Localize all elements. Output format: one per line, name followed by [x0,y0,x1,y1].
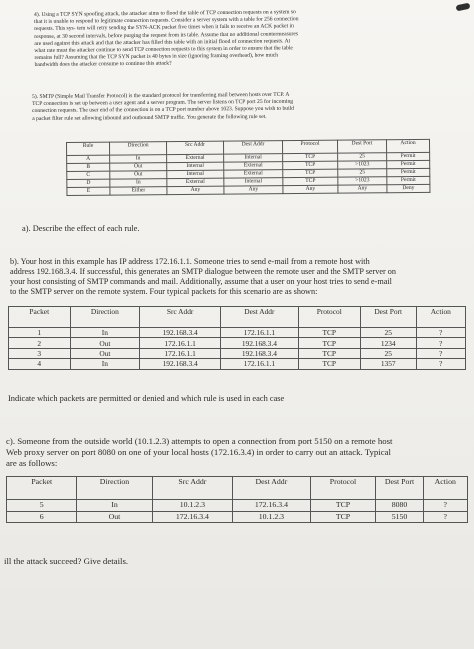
table-cell: 25 [360,348,416,358]
table-cell: A [67,155,110,163]
table-header: Dest Addr [233,477,310,500]
table-header: Src Addr [152,477,233,500]
table-cell: D [67,179,110,187]
table-cell: 1234 [360,338,416,348]
table-cell: 192.168.3.4 [140,359,221,369]
table-header: Action [423,477,467,500]
table-cell: TCP [298,359,360,369]
table-cell: ? [423,511,467,523]
table-row [7,511,468,523]
table-row [7,500,468,512]
part-b-line: address 192.168.3.4. If successful, this generates an SMTP dialogue between the remote user and the SMTP server on [10,267,396,276]
table-cell: 172.16.3.4 [233,500,310,512]
table-header: Src Addr [140,307,221,328]
table-cell: 10.1.2.3 [152,500,233,512]
q5-line: TCP connection is set up between a user agent and a server program. The server listens on TCP port 25 for incoming [32,98,294,108]
q4-line: response, at 30 second intervals, before purging the request from its table. Assume that no additional countermeasures [34,30,299,40]
table-cell: Out [70,338,140,348]
table-cell: 5150 [376,511,423,523]
table-cell: 3 [9,348,71,358]
table-row [9,348,466,358]
q4-line: remains full? Assuming that the TCP SYN packet is 40 bytes in size (ignoring framing overhead), how much [34,52,279,62]
question-5 [32,92,294,123]
table-cell: Out [110,163,167,171]
table-cell: ? [416,348,465,358]
table-cell: 192.168.3.4 [221,348,298,358]
part-b-line: to the SMTP server on the remote system. Four typical packets for this scenario are as shown: [10,287,318,296]
table-cell: TCP [283,153,338,161]
table-header: Direction [77,477,152,500]
table-cell: Internal [167,162,224,170]
table-cell: 4 [9,359,71,369]
table-cell: 25 [360,328,416,338]
table-cell: In [77,500,152,512]
part-c-line: c). Someone from the outside world (10.1.2.3) attempts to open a connection from port 5150 on a remote host [6,436,393,446]
table-cell: Any [224,186,283,195]
table-cell: >1023 [338,161,387,169]
table-cell: In [70,328,140,338]
table-cell: In [70,359,140,369]
table-cell: ? [416,328,465,338]
table-header: Direction [70,307,140,328]
q4-line: that it is unable to respond to legitimate connection requests. Consider a server system with a table for 256 connection [34,16,299,26]
part-b [10,257,396,297]
table-header: Rule [67,142,110,155]
table-cell: TCP [310,511,376,523]
table-cell: 172.16.1.1 [140,348,221,358]
table-cell: TCP [283,161,338,169]
part-b-question: Indicate which packets are permitted or denied and which rule is used in each case [8,394,285,403]
table-cell: 172.16.1.1 [140,338,221,348]
table-cell: Out [70,348,140,358]
corner-mark [456,3,471,12]
table-header: Protocol [310,477,376,500]
table-cell: 6 [7,511,77,523]
table-cell: 1357 [360,359,416,369]
table-cell: ? [416,359,465,369]
table-cell: 192.168.3.4 [140,328,221,338]
table-cell: TCP [298,348,360,358]
table-header: Direction [110,142,167,155]
packets-table [8,306,466,370]
table-cell: 8080 [376,500,423,512]
q4-line: are used against this attack and that the attacker has filled this table with an initial flood of connection requests. At [34,38,291,47]
table-row [9,359,466,369]
table-cell: ? [416,338,465,348]
part-c-line: Web proxy server on port 8080 on one of your local hosts (172.16.3.4) in order to carry out an attack. Typical [6,447,391,457]
table-cell: Permit [387,176,430,184]
table-header: Packet [9,307,71,328]
table-cell: TCP [298,338,360,348]
table-cell: External [167,178,224,186]
question-4 [34,9,299,69]
table-cell: In [110,179,167,187]
part-b-line: your host consisting of SMTP commands and mail. Additionally, assume that a user on your host tries to send e-mail [10,277,392,286]
table-cell: 2 [9,338,71,348]
table-header: Protocol [298,307,360,328]
q5-line: a packet filter rule set allowing inbound and outbound SMTP traffic. You generate the following rule set. [32,113,267,122]
table-cell: TCP [310,500,376,512]
table-cell: 25 [338,153,387,161]
table-cell: Permit [387,160,430,168]
part-c [6,436,393,469]
table-cell: Any [283,185,338,193]
table-cell: Either [110,187,167,195]
table-cell: TCP [283,169,338,177]
table-header: Packet [7,477,77,500]
table-header: Protocol [282,140,337,153]
table-row [9,328,466,338]
table-cell: External [167,154,224,162]
q4-line: bandwidth does the attacker consume to continue this attack? [34,60,172,69]
table-cell: Any [338,185,387,193]
part-c-question: ill the attack succeed? Give details. [4,556,129,566]
table-cell: ? [423,500,467,512]
q5-line: connection requests. The user end of the connection is on a TCP port number above 1023. Suppose you wish to build [32,106,294,115]
q5-line: 5). SMTP (Simple Mail Transfer Protocol) is the standard protocol for transferring mail between hosts over TCP. A [32,91,290,100]
part-c-line: are as follows: [6,458,58,468]
part-b-line: b). Your host in this example has IP address 172.16.1.1. Someone tries to send e-mail from a remote host with [10,257,370,266]
table-cell: B [67,163,110,171]
table-header: Action [416,307,465,328]
table-cell: External [224,162,283,171]
table-cell: Internal [224,178,283,187]
table-header: Src Addr [167,141,224,154]
table-cell: Out [77,511,152,523]
table-cell: 192.168.3.4 [221,338,298,348]
table-cell: Internal [224,154,283,163]
table-cell: External [224,170,283,179]
table-cell: 25 [338,169,387,177]
q4-line: what rate must the attacker continue to send TCP connection requests to this system in order to ensure that the table [34,45,293,55]
table-header: Dest Addr [223,141,282,155]
table-cell: 172.16.1.1 [221,359,298,369]
table-cell: 172.16.3.4 [152,511,233,523]
table-cell: E [67,187,110,195]
table-header: Dest Port [337,140,386,153]
table-cell: 10.1.2.3 [233,511,310,523]
table-cell: TCP [298,328,360,338]
table-cell: Deny [387,184,430,192]
table-header: Action [386,139,429,152]
table-cell: Internal [167,170,224,178]
table-header: Dest Addr [221,307,298,328]
table-cell: C [67,171,110,179]
table-cell: >1023 [338,177,387,185]
table-cell: Permit [387,168,430,176]
part-a: a). Describe the effect of each rule. [22,224,140,233]
table-cell: Permit [387,152,430,160]
table-header: Dest Port [376,477,423,500]
rule-set-table [66,139,430,196]
table-cell: 5 [7,500,77,512]
q4-line: requests. This sys- tem will retry sending the SYN-ACK packet five times when it fails to receive an ACK packet in [34,23,294,33]
q4-line: 4). Using a TCP SYN spoofing attack, the attacker aims to flood the table of TCP connection requests on a system so [34,9,296,18]
table-cell: TCP [283,177,338,185]
table-cell: Out [110,171,167,179]
table-cell: 1 [9,328,71,338]
table-cell: Any [167,186,224,194]
table-cell: In [110,155,167,163]
attack-packets-table [6,476,468,523]
table-row [9,338,466,348]
table-cell: 172.16.1.1 [221,328,298,338]
table-header: Dest Port [360,307,416,328]
